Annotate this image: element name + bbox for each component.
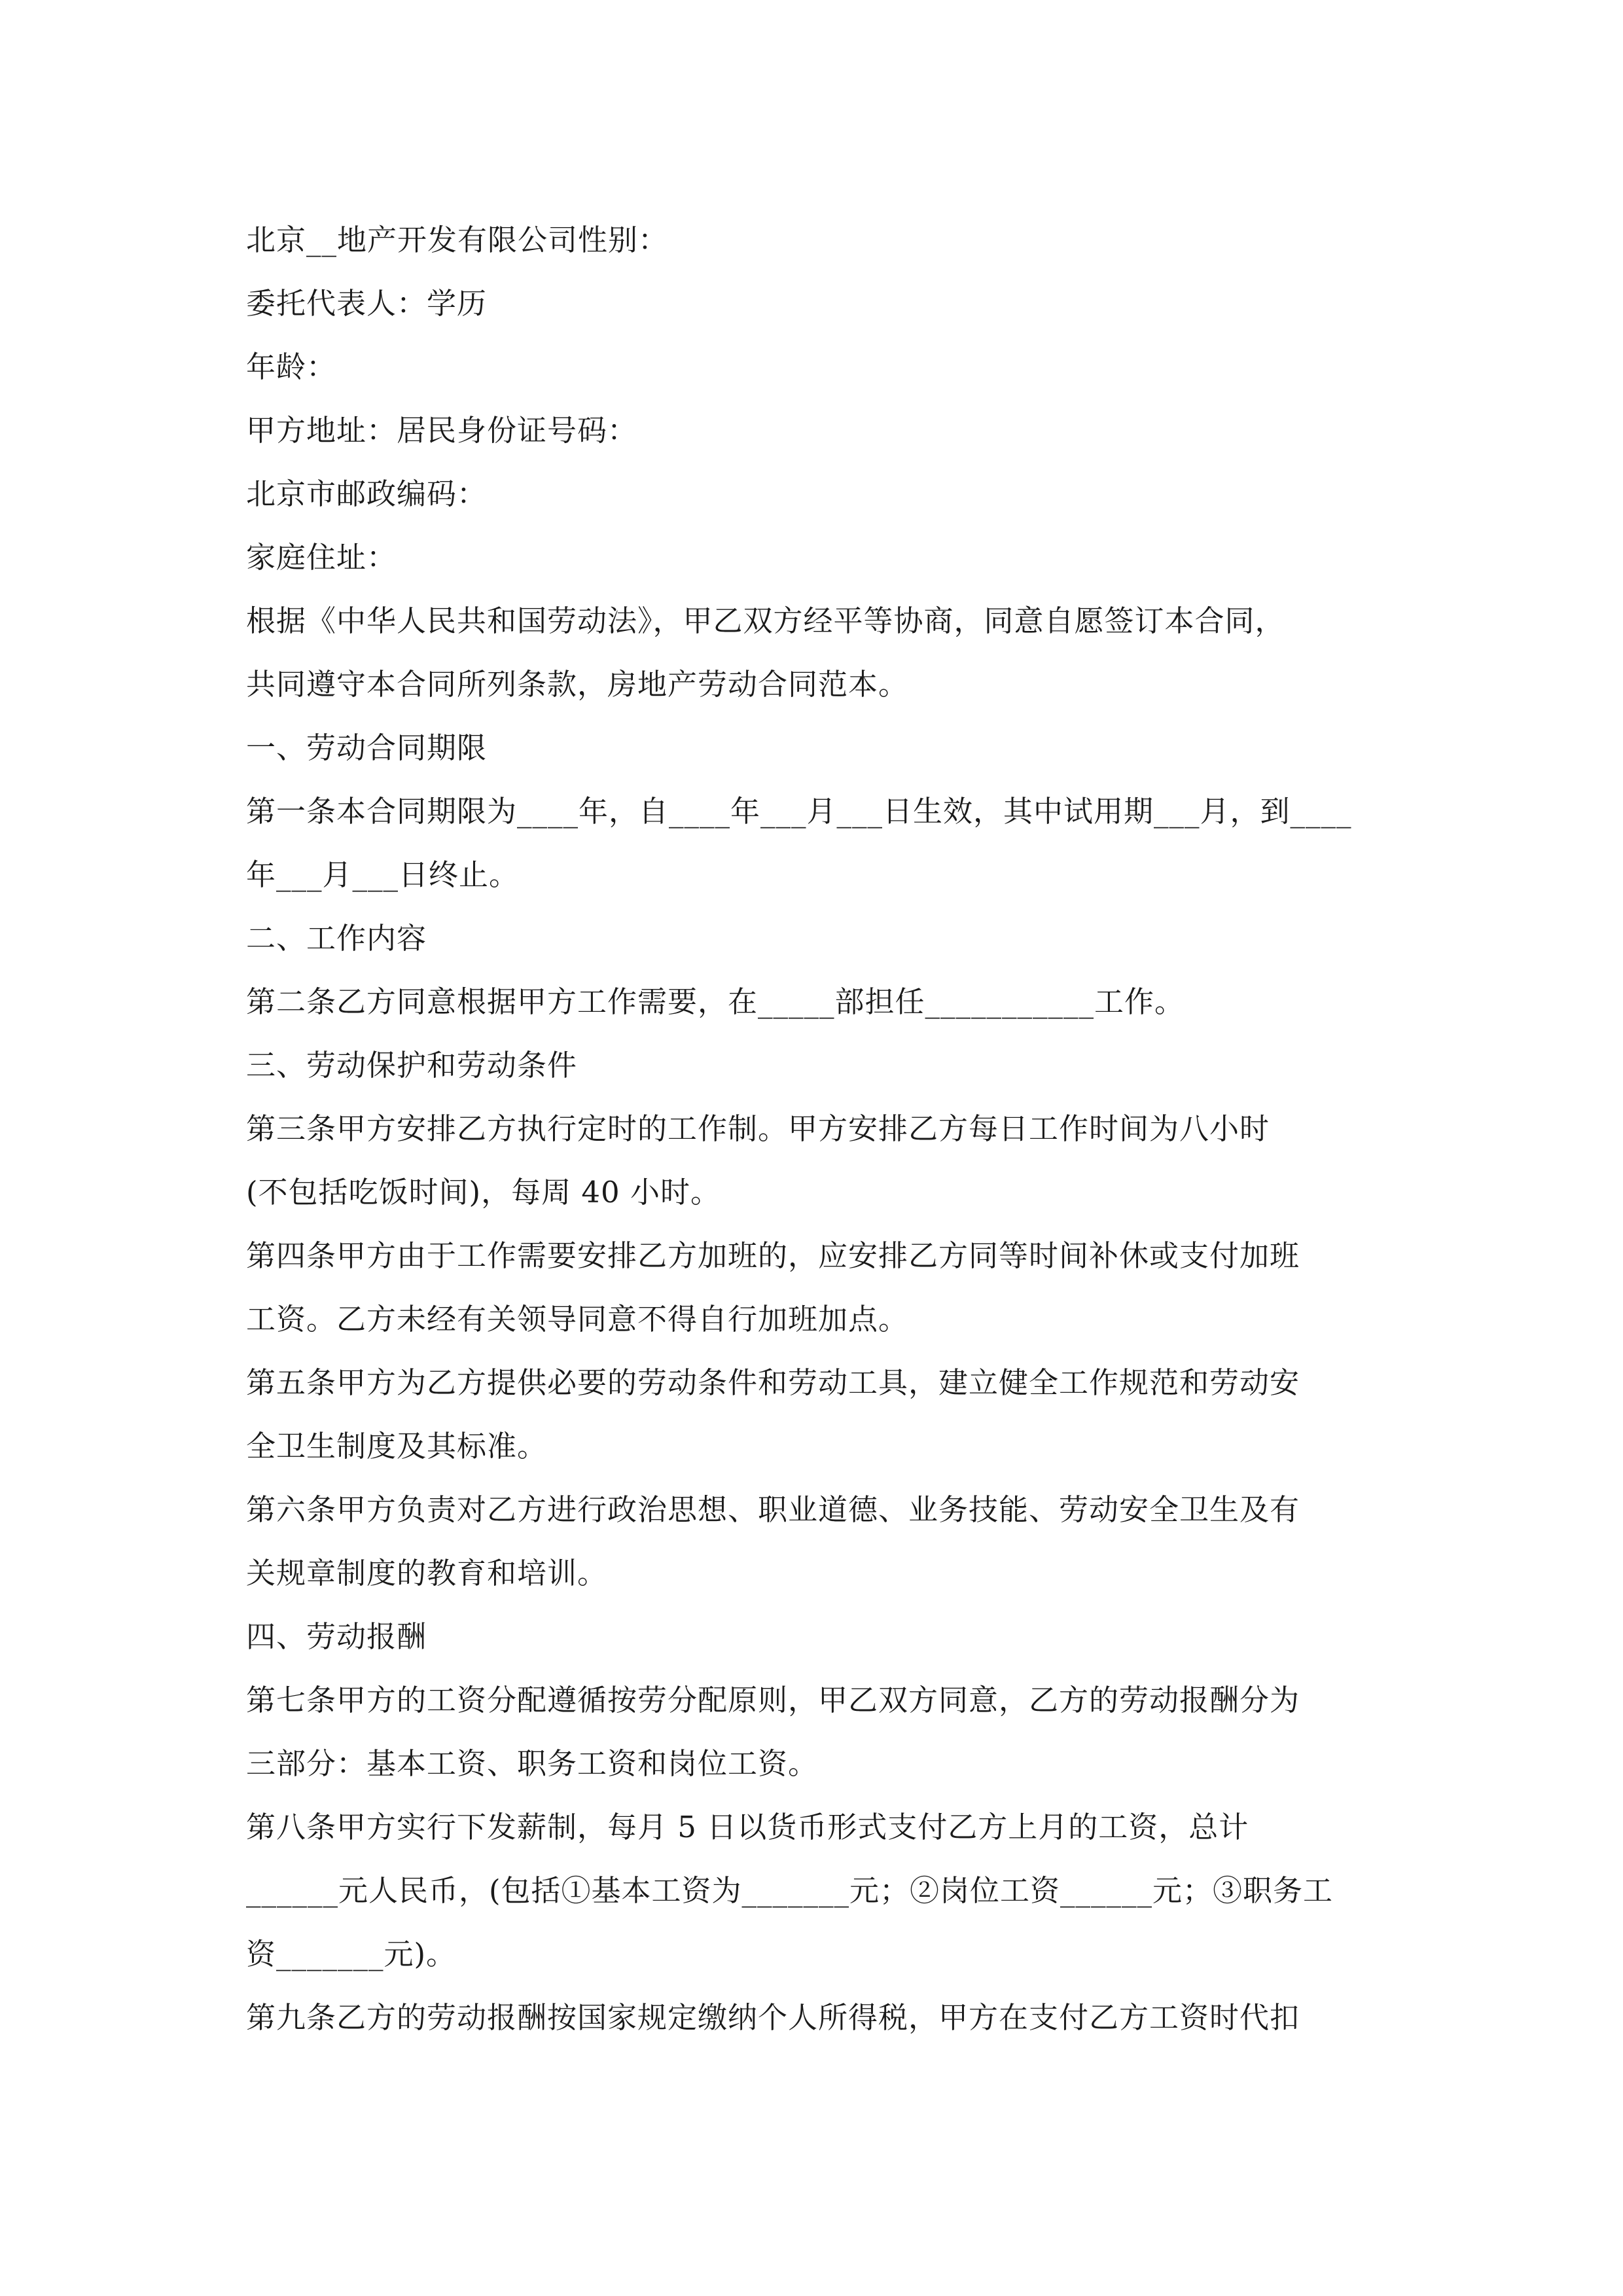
text-line: 第九条乙方的劳动报酬按国家规定缴纳个人所得税，甲方在支付乙方工资时代扣 (246, 2000, 1300, 2035)
text-line: 北京__地产开发有限公司性别： (246, 223, 669, 257)
text-line: 年龄： (246, 350, 337, 384)
text-line: 第六条甲方负责对乙方进行政治思想、职业道德、业务技能、劳动安全卫生及有 (246, 1492, 1300, 1527)
text-line: 根据《中华人民共和国劳动法》，甲乙双方经平等协商，同意自愿签订本合同， (246, 603, 1285, 638)
text-line: 甲方地址：居民身份证号码： (246, 413, 638, 448)
text-line: (不包括吃饭时间)，每周 40 小时。 (246, 1175, 721, 1210)
section-heading: 三、劳动保护和劳动条件 (246, 1048, 578, 1083)
section-heading: 二、工作内容 (246, 921, 427, 956)
document-body (246, 208, 1385, 2049)
text-line: 家庭住址： (246, 540, 397, 575)
section-heading: 一、劳动合同期限 (246, 730, 488, 765)
text-line: 关规章制度的教育和培训。 (246, 1556, 608, 1590)
text-line: 资_______元)。 (246, 1937, 457, 1971)
section-heading: 四、劳动报酬 (246, 1619, 427, 1654)
text-line: 第三条甲方安排乙方执行定时的工作制。甲方安排乙方每日工作时间为八小时 (246, 1111, 1270, 1146)
text-line: ______元人民币，(包括①基本工资为_______元；②岗位工资______元；③职务工 (246, 1873, 1334, 1908)
text-line: 第五条甲方为乙方提供必要的劳动条件和劳动工具，建立健全工作规范和劳动安 (246, 1365, 1300, 1400)
text-line: 全卫生制度及其标准。 (246, 1429, 548, 1463)
text-line: 第四条甲方由于工作需要安排乙方加班的，应安排乙方同等时间补休或支付加班 (246, 1238, 1300, 1273)
text-line: 第一条本合同期限为____年，自____年___月___日生效，其中试用期___月，到____ (246, 794, 1352, 829)
text-line: 北京市邮政编码： (246, 476, 488, 511)
text-line: 年___月___日终止。 (246, 857, 520, 892)
text-line: 共同遵守本合同所列条款，房地产劳动合同范本。 (246, 667, 909, 702)
text-line: 第七条甲方的工资分配遵循按劳分配原则，甲乙双方同意，乙方的劳动报酬分为 (246, 1683, 1300, 1717)
text-line: 委托代表人：学历 (246, 286, 488, 321)
text-line: 三部分：基本工资、职务工资和岗位工资。 (246, 1746, 819, 1781)
text-line: 第二条乙方同意根据甲方工作需要，在_____部担任___________工作。 (246, 984, 1185, 1019)
text-line: 第八条甲方实行下发薪制，每月 5 日以货币形式支付乙方上月的工资，总计 (246, 1810, 1249, 1844)
text-line: 工资。乙方未经有关领导同意不得自行加班加点。 (246, 1302, 909, 1336)
